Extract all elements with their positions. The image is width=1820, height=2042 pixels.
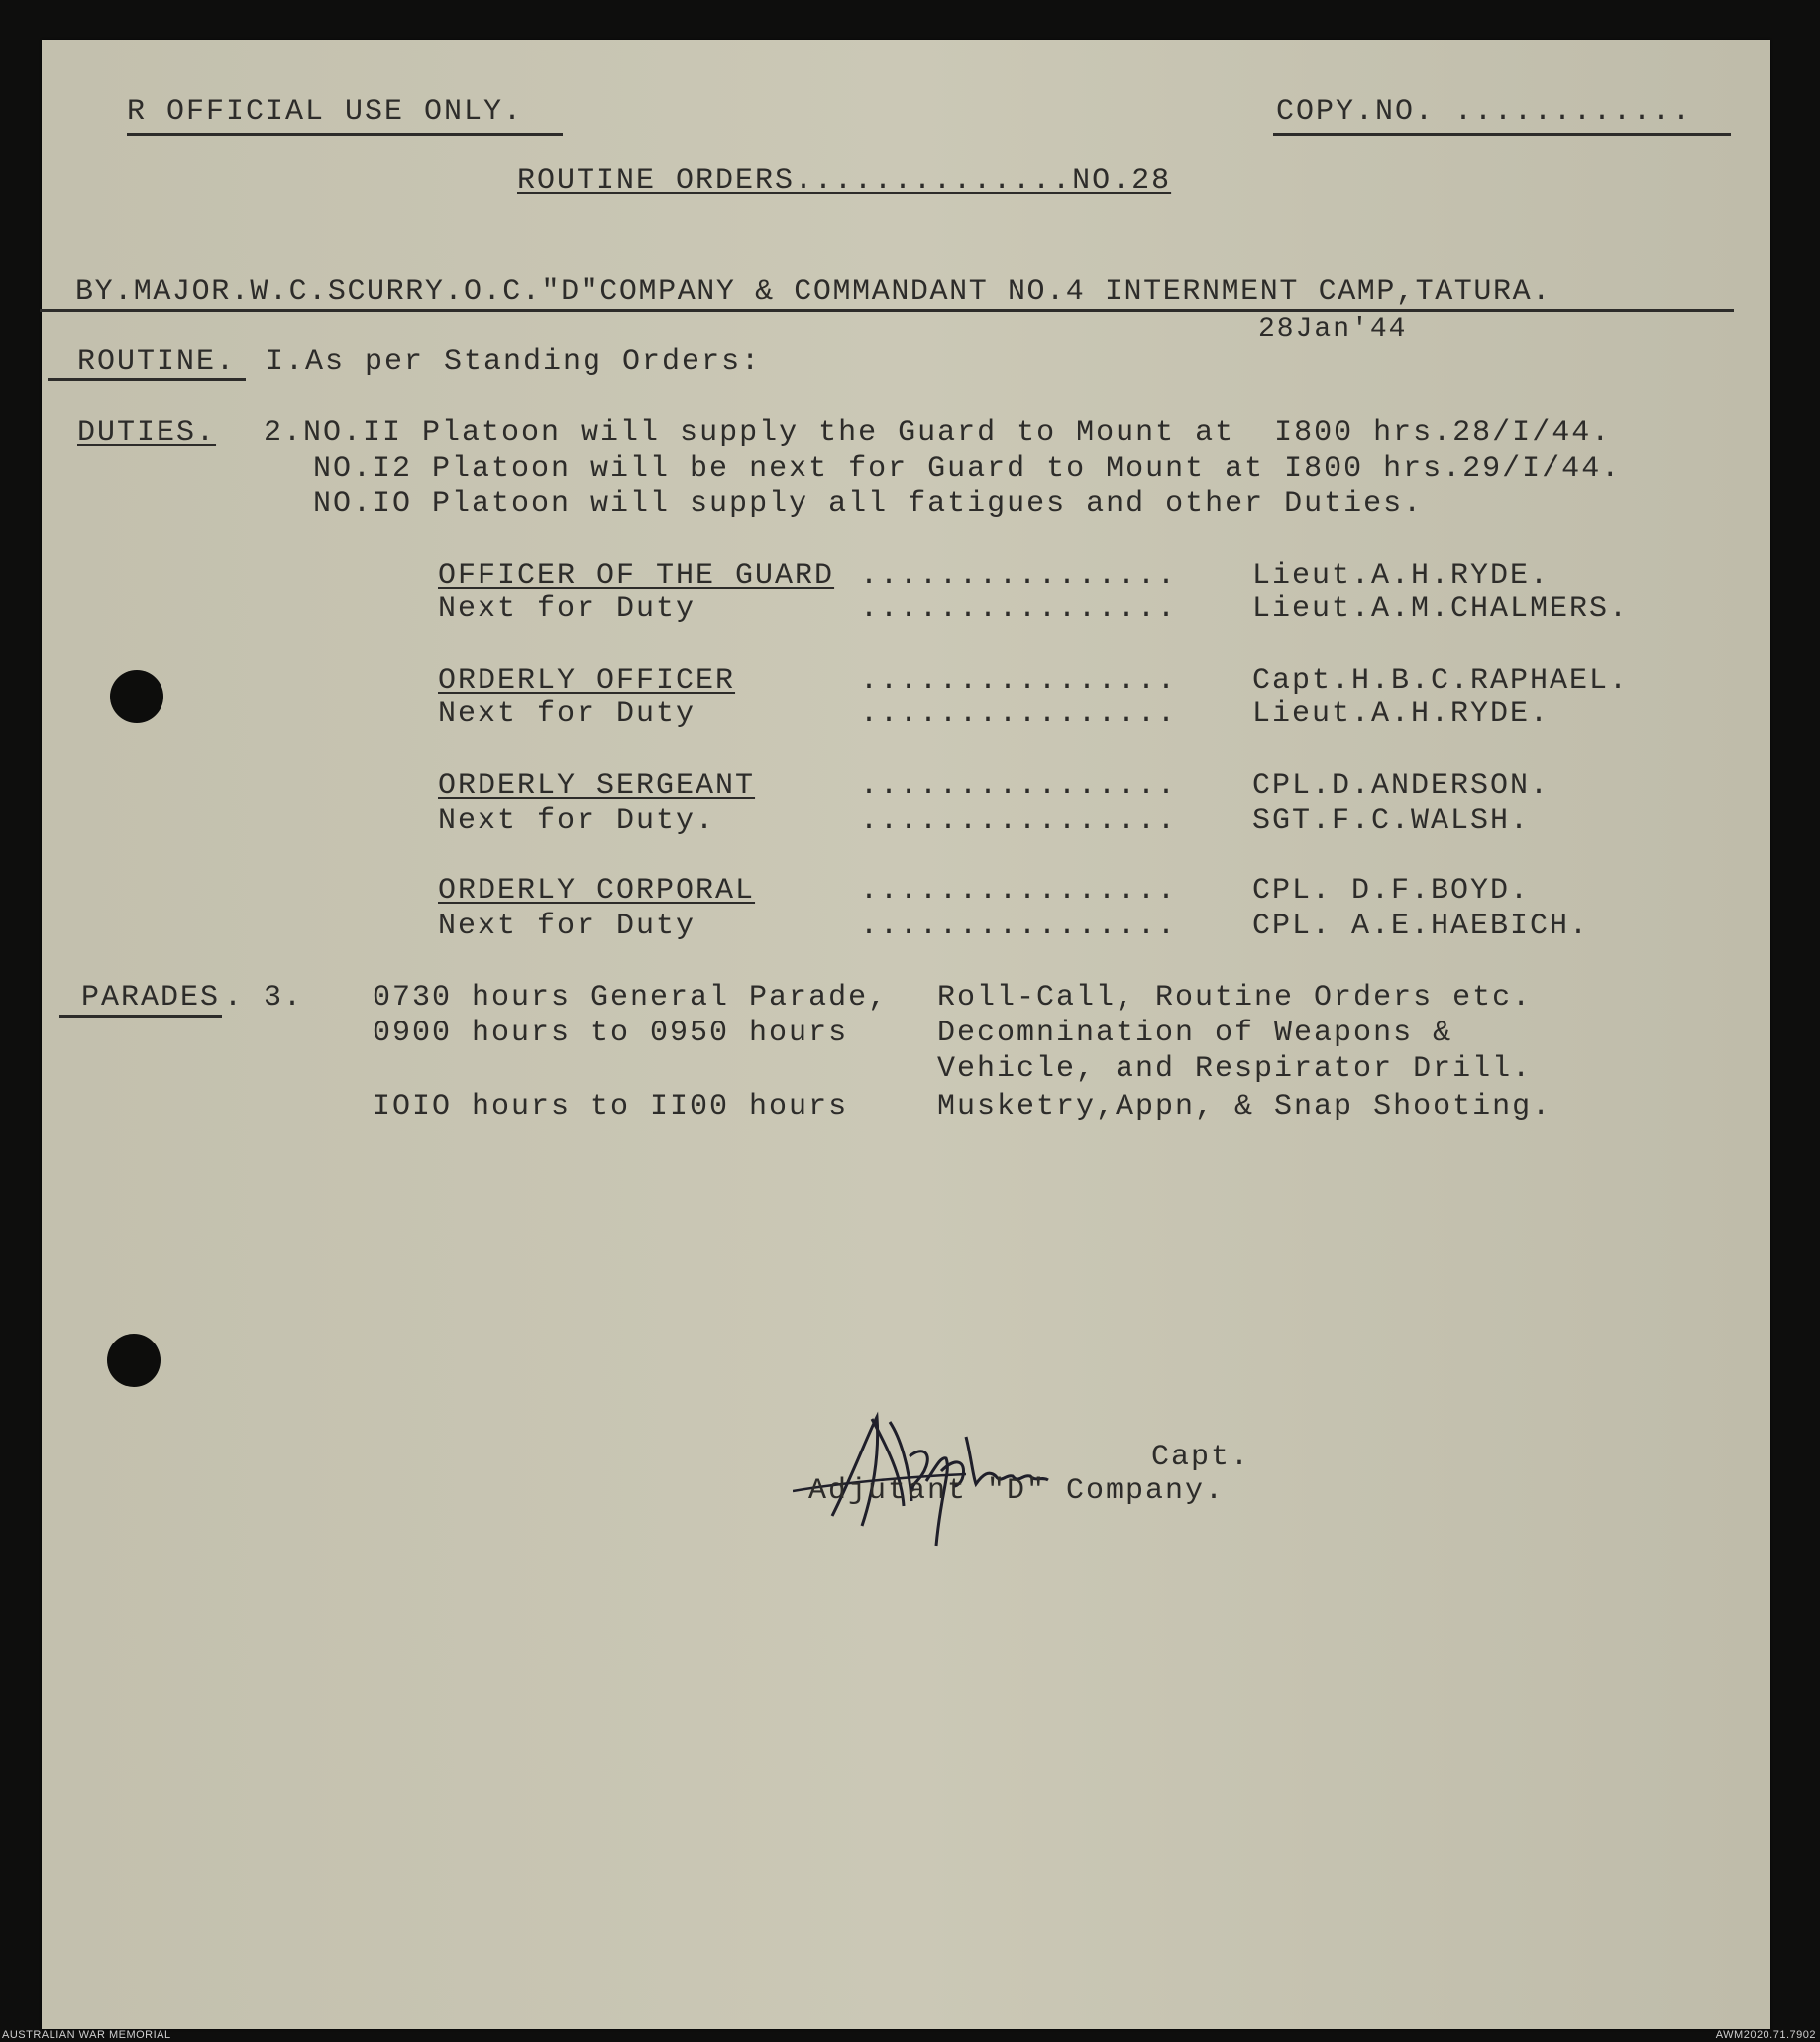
copy-number-rule — [1273, 133, 1731, 136]
parade-activity-2: Decomnination of Weapons & — [937, 1017, 1453, 1050]
routine-text: I.As per Standing Orders: — [266, 345, 762, 378]
signature-title: Adjutant "D" Company. — [808, 1474, 1226, 1508]
document-page — [42, 40, 1770, 2029]
classification-rule — [127, 133, 563, 136]
duties-line-2: NO.I2 Platoon will be next for Guard to Mount at I800 hrs.29/I/44. — [313, 452, 1622, 485]
roster-next-dots-4: ................ — [860, 910, 1178, 943]
roster-next-dots-3: ................ — [860, 805, 1178, 838]
roster-next-label-1: Next for Duty — [438, 592, 696, 626]
roster-dots-2: ................ — [860, 664, 1178, 698]
footer-institution: AUSTRALIAN WAR MEMORIAL — [2, 2029, 171, 2041]
parade-activity-1: Roll-Call, Routine Orders etc. — [937, 981, 1533, 1015]
roster-next-label-3: Next for Duty. — [438, 805, 716, 838]
roster-name-2: Capt.H.B.C.RAPHAEL. — [1252, 664, 1630, 698]
roster-role-3: ORDERLY SERGEANT — [438, 769, 756, 803]
signature-rank: Capt. — [1151, 1441, 1251, 1474]
roster-dots-3: ................ — [860, 769, 1178, 803]
roster-role-1: OFFICER OF THE GUARD — [438, 559, 835, 592]
duties-line-1: 2.NO.II Platoon will supply the Guard to Mount at I800 hrs.28/I/44. — [264, 416, 1612, 450]
roster-name-4: CPL. D.F.BOYD. — [1252, 874, 1531, 908]
roster-role-4: ORDERLY CORPORAL — [438, 874, 756, 908]
duties-line-3: NO.IO Platoon will supply all fatigues and other Duties. — [313, 487, 1424, 521]
roster-next-name-1: Lieut.A.M.CHALMERS. — [1252, 592, 1630, 626]
parades-heading: PARADES — [81, 981, 221, 1015]
parade-time-2: 0900 hours to 0950 hours — [373, 1017, 849, 1050]
routine-heading-rule — [48, 378, 246, 381]
roster-next-label-4: Next for Duty — [438, 910, 696, 943]
copy-number: COPY.NO. ............ — [1276, 95, 1693, 129]
duties-heading: DUTIES. — [77, 416, 217, 450]
document-date: 28Jan'44 — [1258, 314, 1408, 345]
issued-by-line: BY.MAJOR.W.C.SCURRY.O.C."D"COMPANY & COMMANDANT NO.4 INTERNMENT CAMP,TATURA. — [75, 275, 1552, 309]
punch-hole-bottom — [107, 1334, 161, 1387]
parades-number: . 3. — [224, 981, 304, 1015]
roster-next-name-2: Lieut.A.H.RYDE. — [1252, 698, 1551, 731]
classification-line: R OFFICIAL USE ONLY. — [127, 95, 524, 129]
roster-dots-1: ................ — [860, 559, 1178, 592]
roster-name-1: Lieut.A.H.RYDE. — [1252, 559, 1551, 592]
parades-heading-rule — [59, 1015, 222, 1018]
issued-by-rule — [40, 309, 1734, 312]
routine-heading: ROUTINE. — [77, 345, 237, 378]
roster-next-dots-2: ................ — [860, 698, 1178, 731]
parade-time-1: 0730 hours General Parade, — [373, 981, 889, 1015]
roster-next-name-4: CPL. A.E.HAEBICH. — [1252, 910, 1590, 943]
roster-name-3: CPL.D.ANDERSON. — [1252, 769, 1551, 803]
parade-activity-3: Vehicle, and Respirator Drill. — [937, 1052, 1533, 1086]
roster-next-name-3: SGT.F.C.WALSH. — [1252, 805, 1531, 838]
document-title: ROUTINE ORDERS..............NO.28 — [517, 164, 1172, 198]
roster-next-label-2: Next for Duty — [438, 698, 696, 731]
footer-accession-number: AWM2020.71.7902 — [1715, 2029, 1816, 2041]
parade-time-4: IOIO hours to II00 hours — [373, 1090, 849, 1124]
roster-dots-4: ................ — [860, 874, 1178, 908]
roster-role-2: ORDERLY OFFICER — [438, 664, 736, 698]
parade-activity-4: Musketry,Appn, & Snap Shooting. — [937, 1090, 1552, 1124]
punch-hole-top — [110, 670, 163, 723]
roster-next-dots-1: ................ — [860, 592, 1178, 626]
